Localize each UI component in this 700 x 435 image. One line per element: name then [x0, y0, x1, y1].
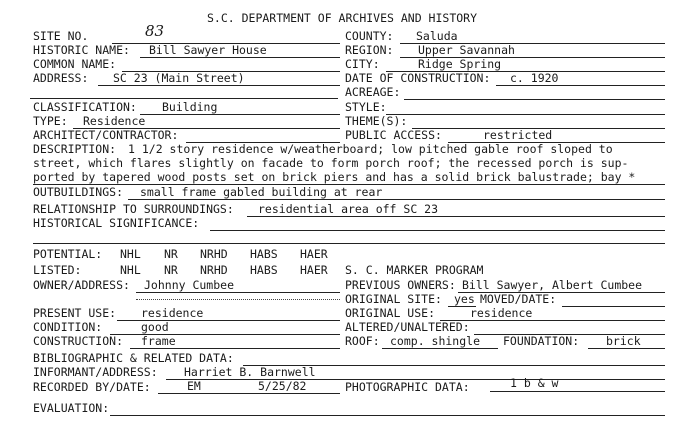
listed-nr: NR — [164, 263, 178, 277]
relationship-value: residential area off SC 23 — [258, 202, 439, 216]
region-label: REGION: — [345, 43, 394, 57]
original-use-value: residence — [470, 306, 533, 320]
photographic-label: PHOTOGRAPHIC DATA: — [345, 380, 470, 394]
moved-date-label: MOVED/DATE: — [480, 292, 557, 306]
theme-label: THEME(S): — [345, 114, 408, 128]
informant-value: Harriet B. Barnwell — [184, 365, 316, 379]
form-title: S.C. DEPARTMENT OF ARCHIVES AND HISTORY — [207, 11, 478, 25]
potential-nhl: NHL — [120, 247, 141, 261]
condition-label: CONDITION: — [33, 320, 103, 334]
relationship-label: RELATIONSHIP TO SURROUNDINGS: — [33, 202, 234, 216]
acreage-line — [404, 99, 665, 100]
foundation-value: brick — [606, 334, 641, 348]
region-value: Upper Savannah — [418, 43, 515, 57]
recorded-date-value: 5/25/82 — [258, 379, 307, 393]
listed-nhl: NHL — [120, 263, 141, 277]
historic-name-label: HISTORIC NAME: — [33, 43, 130, 57]
style-line — [386, 114, 665, 115]
marker-program-label: S. C. MARKER PROGRAM — [345, 263, 484, 277]
style-label: STYLE: — [345, 100, 387, 114]
photographic-value: 1 b & w — [510, 376, 559, 390]
present-use-value: residence — [141, 306, 204, 320]
previous-owners-label: PREVIOUS OWNERS: — [345, 278, 456, 292]
outbuildings-value: small frame gabled building at rear — [140, 185, 383, 199]
potential-haer: HAER — [300, 247, 328, 261]
outbuildings-line — [128, 199, 665, 200]
construction-label: CONSTRUCTION: — [33, 334, 124, 348]
significance-line — [210, 230, 665, 231]
owner-address-line — [136, 292, 340, 293]
address-value: SC 23 (Main Street) — [113, 71, 245, 85]
potential-habs: HABS — [250, 247, 278, 261]
description-line-2: street, which flares slightly on facade to form porch roof; the recessed porch is sup- — [33, 156, 629, 170]
significance-line-2 — [33, 243, 665, 244]
classification-label: CLASSIFICATION: — [33, 100, 137, 114]
address-line — [98, 85, 340, 86]
county-label: COUNTY: — [345, 29, 394, 43]
public-access-value: restricted — [483, 128, 553, 142]
previous-owners-value: Bill Sawyer, Albert Cumbee — [462, 278, 643, 292]
recorded-by-line — [158, 393, 340, 394]
construction-value: frame — [141, 334, 176, 348]
potential-label: POTENTIAL: — [33, 247, 103, 261]
section-separator — [30, 98, 338, 99]
site-no-value: 83 — [145, 22, 165, 40]
city-value: Ridge Spring — [418, 57, 502, 71]
public-access-label: PUBLIC ACCESS: — [345, 128, 442, 142]
address-label: ADDRESS: — [33, 71, 89, 85]
classification-value: Building — [162, 100, 218, 114]
description-line-3: ported by tapered wood posts set on brick piers and has a solid brick balustrade; bay * — [33, 170, 636, 184]
significance-label: HISTORICAL SIGNIFICANCE: — [33, 216, 200, 230]
acreage-label: ACREAGE: — [345, 85, 401, 99]
original-use-line — [440, 320, 665, 321]
date-construction-label: DATE OF CONSTRUCTION: — [345, 71, 491, 85]
relationship-line — [247, 216, 665, 217]
bibliographic-label: BIBLIOGRAPHIC & RELATED DATA: — [33, 351, 234, 365]
evaluation-label: EVALUATION: — [33, 401, 110, 415]
present-use-label: PRESENT USE: — [33, 306, 117, 320]
listed-nrhd: NRHD — [200, 263, 228, 277]
condition-value: good — [141, 320, 169, 334]
listed-habs: HABS — [250, 263, 278, 277]
description-line-1: 1 1/2 story residence w/weatherboard; low pitched gable roof sloped to — [128, 142, 613, 156]
description-label: DESCRIPTION: — [33, 142, 117, 156]
architect-label: ARCHITECT/CONTRACTOR: — [33, 128, 179, 142]
county-value: Saluda — [416, 29, 458, 43]
moved-date-line — [562, 306, 665, 307]
photographic-line — [490, 391, 665, 392]
owner-address-dotted-line — [136, 299, 340, 300]
construction-line — [130, 348, 340, 349]
recorded-by-value: EM — [187, 379, 201, 393]
common-name-label: COMMON NAME: — [33, 57, 117, 71]
owner-address-label: OWNER/ADDRESS: — [33, 278, 130, 292]
potential-nrhd: NRHD — [200, 247, 228, 261]
listed-haer: HAER — [300, 263, 328, 277]
owner-address-value: Johnny Cumbee — [144, 278, 235, 292]
type-value: Residence — [83, 114, 146, 128]
historic-name-line — [140, 57, 340, 58]
original-use-label: ORIGINAL USE: — [345, 306, 436, 320]
outbuildings-label: OUTBUILDINGS: — [33, 185, 124, 199]
listed-label: LISTED: — [33, 263, 82, 277]
date-construction-line — [496, 85, 665, 86]
date-construction-value: c. 1920 — [510, 71, 559, 85]
evaluation-line — [110, 415, 665, 416]
recorded-by-label: RECORDED BY/DATE: — [33, 380, 151, 394]
historic-name-value: Bill Sawyer House — [149, 43, 267, 57]
roof-label: ROOF: — [345, 334, 380, 348]
original-site-value: yes — [454, 292, 475, 306]
classification-line — [140, 114, 340, 115]
altered-label: ALTERED/UNALTERED: — [345, 320, 470, 334]
roof-line — [382, 348, 498, 349]
type-label: TYPE: — [33, 114, 68, 128]
original-site-label: ORIGINAL SITE: — [345, 292, 442, 306]
informant-label: INFORMANT/ADDRESS: — [33, 365, 158, 379]
foundation-line — [588, 348, 665, 349]
roof-value: comp. shingle — [390, 334, 481, 348]
city-label: CITY: — [345, 57, 380, 71]
site-no-label: SITE NO. — [33, 29, 89, 43]
foundation-label: FOUNDATION: — [503, 334, 580, 348]
potential-nr: NR — [164, 247, 178, 261]
